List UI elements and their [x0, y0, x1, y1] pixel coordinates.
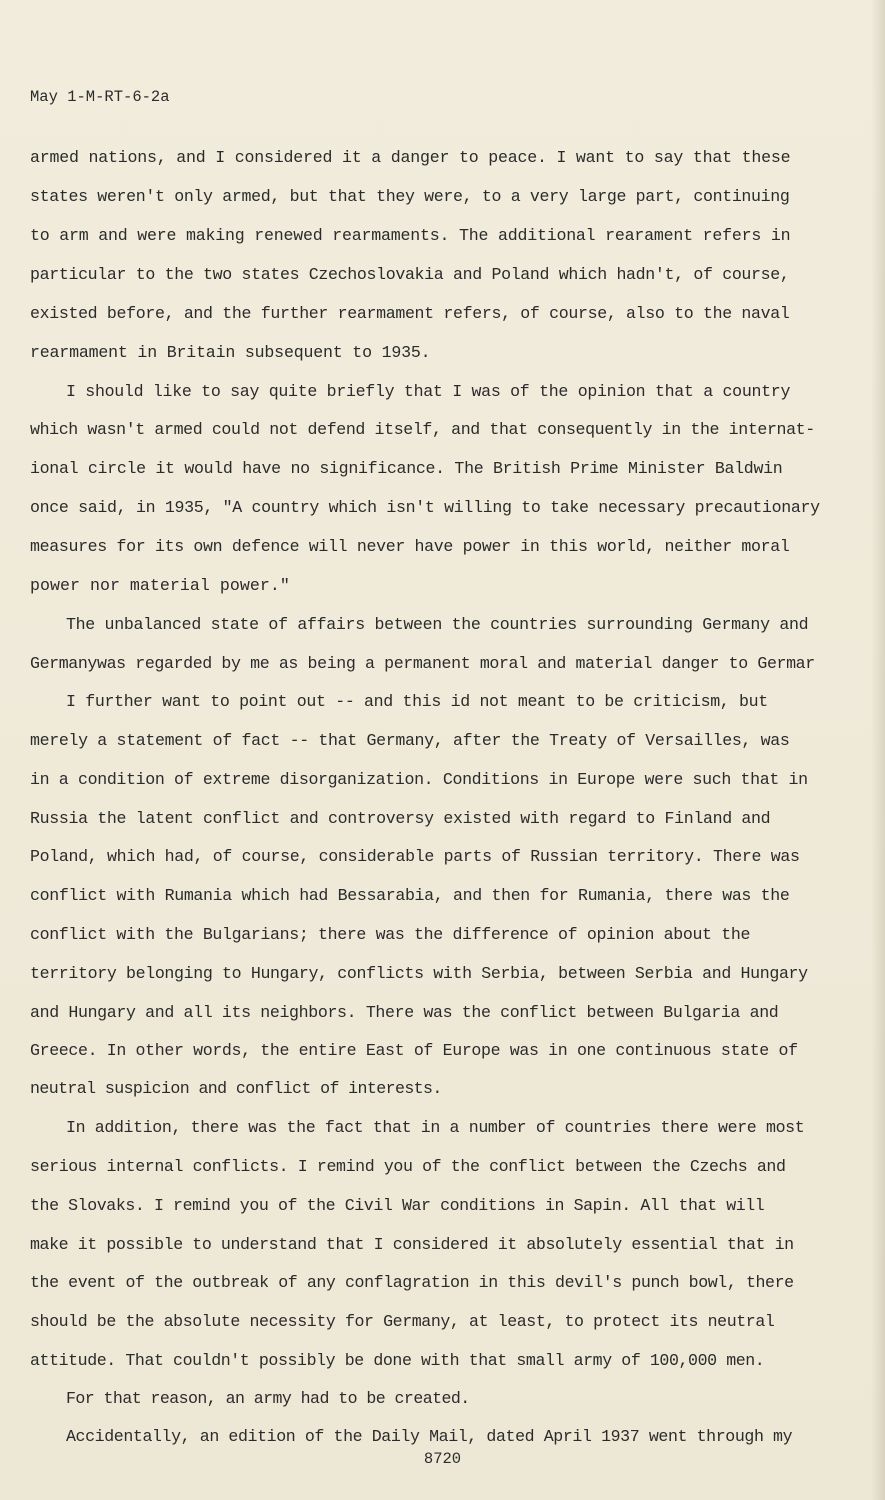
text-line: merely a statement of fact -- that Germany, after the Treaty of Versailles, was: [30, 731, 790, 750]
text-line: serious internal conflicts. I remind you of the conflict between the Czechs and: [30, 1157, 786, 1176]
text-line: armed nations, and I considered it a danger to peace. I want to say that these: [30, 148, 791, 167]
text-line: attitude. That couldn't possibly be done with that small army of 100,000 men.: [30, 1351, 765, 1370]
text-line: particular to the two states Czechoslovakia and Poland which hadn't, of course,: [30, 265, 790, 284]
text-line: Poland, which had, of course, considerable parts of Russian territory. There was: [30, 847, 800, 866]
text-line: territory belonging to Hungary, conflicts with Serbia, between Serbia and Hungary: [30, 964, 808, 983]
text-line: which wasn't armed could not defend itself, and that consequently in the internat-: [30, 420, 815, 439]
text-line: The unbalanced state of affairs between the countries surrounding Germany and: [66, 615, 809, 634]
text-line: once said, in 1935, "A country which isn't willing to take necessary precautionary: [30, 498, 820, 517]
text-line: I further want to point out -- and this id not meant to be criticism, but: [66, 692, 768, 711]
text-line: measures for its own defence will never have power in this world, neither moral: [30, 537, 790, 556]
text-line: the event of the outbreak of any conflagration in this devil's punch bowl, there: [30, 1273, 794, 1292]
text-line: neutral suspicion and conflict of interests.: [30, 1079, 442, 1098]
page-number: 8720: [423, 1450, 462, 1468]
text-line: make it possible to understand that I considered it absolutely essential that in: [30, 1235, 794, 1254]
text-line: existed before, and the further rearmament refers, of course, also to the naval: [30, 304, 790, 323]
text-line: ional circle it would have no significance. The British Prime Minister Baldwin: [30, 459, 783, 478]
text-line: and Hungary and all its neighbors. There was the conflict between Bulgaria and: [30, 1003, 779, 1022]
text-line: I should like to say quite briefly that I was of the opinion that a country: [66, 382, 791, 401]
text-line: should be the absolute necessity for Germany, at least, to protect its neutral: [30, 1312, 775, 1331]
text-line: Greece. In other words, the entire East of Europe was in one continuous state of: [30, 1041, 798, 1060]
text-line: rearmament in Britain subsequent to 1935.: [30, 343, 431, 362]
text-line: the Slovaks. I remind you of the Civil War conditions in Sapin. All that will: [30, 1196, 765, 1215]
text-line: to arm and were making renewed rearmaments. The additional rearament refers in: [30, 226, 791, 245]
text-line: In addition, there was the fact that in a number of countries there were most: [66, 1118, 805, 1137]
text-line: Germanywas regarded by me as being a permanent moral and material danger to Germar: [30, 654, 815, 673]
page-edge-shadow: [871, 0, 885, 1500]
text-line: in a condition of extreme disorganization. Conditions in Europe were such that in: [30, 770, 808, 789]
text-line: conflict with the Bulgarians; there was the difference of opinion about the: [30, 925, 751, 944]
text-line: conflict with Rumania which had Bessarabia, and then for Rumania, there was the: [30, 886, 790, 905]
text-line: power nor material power.": [30, 576, 290, 595]
text-line: For that reason, an army had to be created.: [66, 1389, 470, 1408]
text-line: states weren't only armed, but that they were, to a very large part, continuing: [30, 187, 790, 206]
text-line: Accidentally, an edition of the Daily Mail, dated April 1937 went through my: [66, 1427, 793, 1446]
text-line: Russia the latent conflict and controversy existed with regard to Finland and: [30, 809, 771, 828]
page-header-reference: May 1-M-RT-6-2a: [30, 88, 170, 106]
